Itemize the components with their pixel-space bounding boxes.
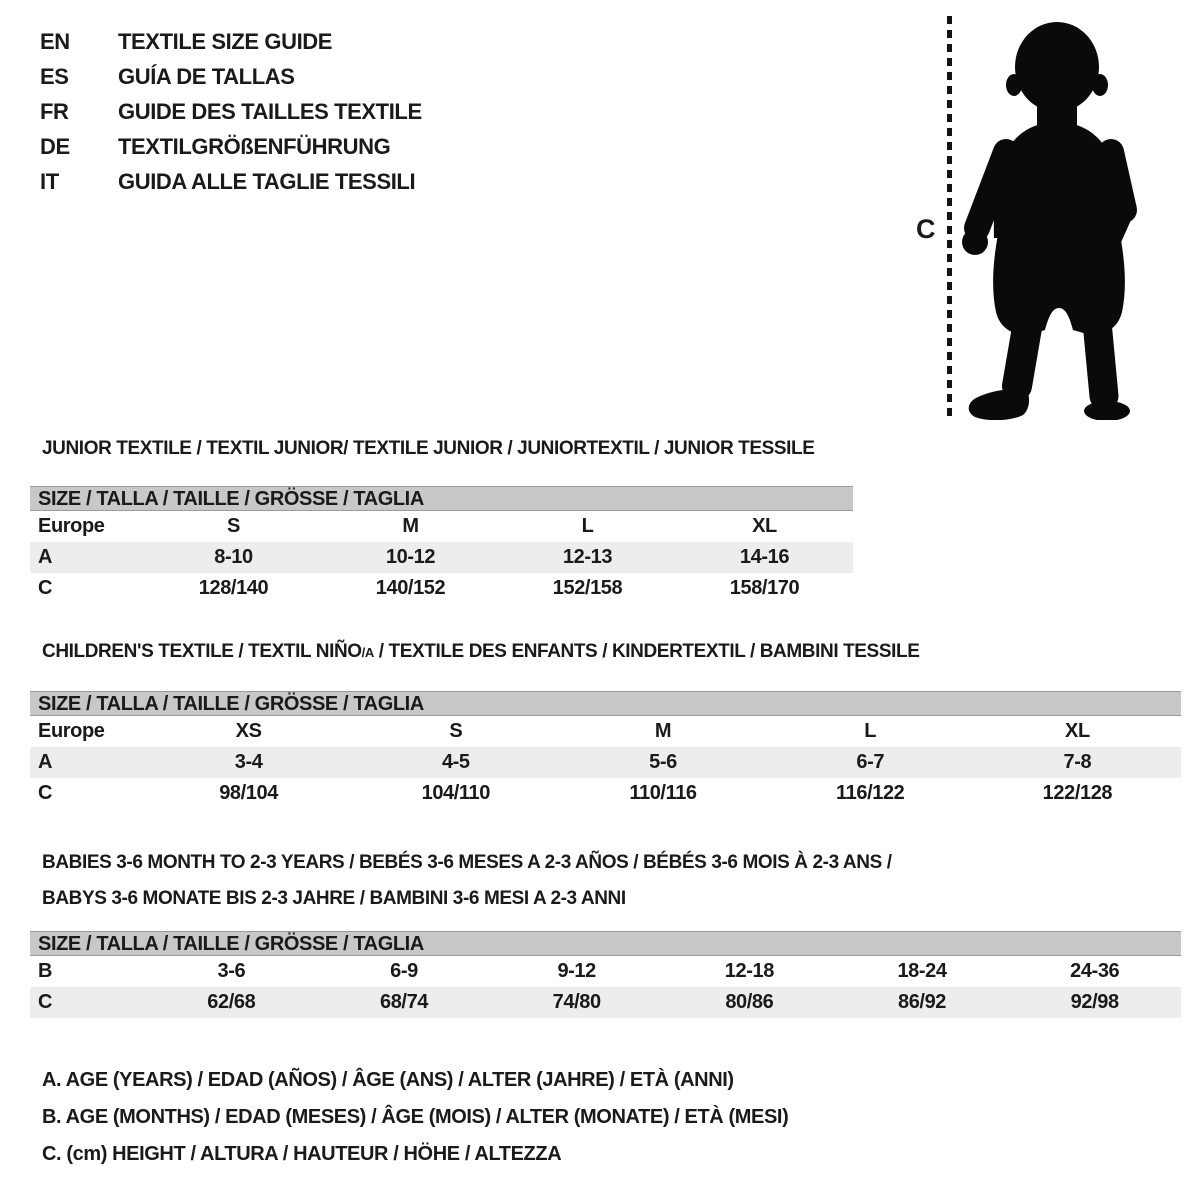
table-cell: S — [449, 720, 463, 742]
table-cell: S — [227, 515, 240, 537]
language-row — [40, 164, 422, 199]
table-cell: XS — [235, 720, 262, 742]
language-code: ES — [40, 64, 69, 89]
junior-table — [30, 486, 853, 604]
language-label: GUIDE DES TAILLES TEXTILE — [118, 99, 422, 124]
table-cell: XL — [1065, 720, 1090, 742]
language-title-list — [40, 24, 422, 199]
table-cell: 122/128 — [1042, 782, 1113, 804]
size-header-band: SIZE / TALLA / TAILLE / GRÖSSE / TAGLIA — [30, 691, 1181, 716]
table-cell: 9-12 — [557, 960, 596, 982]
table-cell: M — [402, 515, 419, 537]
table-cell: 80/86 — [725, 991, 774, 1013]
table-row — [30, 747, 1181, 778]
table-row — [30, 716, 1181, 747]
language-label: GUIDA ALLE TAGLIE TESSILI — [118, 169, 416, 194]
table-cell: 24-36 — [1070, 960, 1120, 982]
junior-section-title: JUNIOR TEXTILE / TEXTIL JUNIOR/ TEXTILE JUNIOR / JUNIORTEXTIL / JUNIOR TESSILE — [42, 438, 815, 459]
table-cell: 128/140 — [198, 577, 269, 599]
table-cell: 6-9 — [390, 960, 418, 982]
junior-section — [30, 437, 853, 604]
table-cell: L — [864, 720, 877, 742]
babies-table — [30, 931, 1181, 1018]
toddler-silhouette-icon — [960, 20, 1140, 420]
table-cell: 3-6 — [217, 960, 246, 982]
legend-line-c: C. (cm) HEIGHT / ALTURA / HAUTEUR / HÖHE / ALTEZZA — [42, 1143, 562, 1165]
table-cell: 86/92 — [897, 991, 947, 1013]
language-row — [40, 24, 422, 59]
row-label: C — [38, 782, 53, 804]
language-label: TEXTILGRÖßENFÜHRUNG — [118, 134, 391, 159]
row-label: C — [38, 991, 53, 1013]
table-row — [30, 542, 853, 573]
size-header-band: SIZE / TALLA / TAILLE / GRÖSSE / TAGLIA — [30, 931, 1181, 956]
language-code: FR — [40, 99, 69, 124]
children-table — [30, 691, 1181, 809]
language-label: TEXTILE SIZE GUIDE — [118, 29, 333, 54]
table-cell: 62/68 — [207, 991, 256, 1013]
row-label: A — [38, 546, 53, 568]
language-row — [40, 129, 422, 164]
table-cell: 10-12 — [385, 546, 436, 568]
table-cell: 3-4 — [234, 751, 263, 773]
table-cell: 98/104 — [219, 782, 278, 804]
table-cell: L — [581, 515, 594, 537]
table-cell: 140/152 — [375, 577, 446, 599]
table-cell: 18-24 — [897, 960, 947, 982]
table-cell: 110/116 — [629, 782, 697, 804]
babies-section-title — [30, 845, 1181, 917]
measurement-legend — [42, 1062, 788, 1173]
table-cell: XL — [752, 515, 777, 537]
row-label: B — [38, 960, 53, 982]
table-row — [30, 987, 1181, 1018]
size-header-band: SIZE / TALLA / TAILLE / GRÖSSE / TAGLIA — [30, 486, 853, 511]
table-cell: 5-6 — [649, 751, 677, 773]
language-code: DE — [40, 134, 70, 159]
children-section — [30, 640, 1181, 809]
table-cell: 74/80 — [552, 991, 601, 1013]
babies-title-line2: BABYS 3-6 MONATE BIS 2-3 JAHRE / BAMBINI 3-6 MESI A 2-3 ANNI — [42, 888, 626, 909]
language-row — [40, 59, 422, 94]
row-label: Europe — [38, 515, 105, 537]
height-measure-label: C — [916, 214, 936, 244]
language-row — [40, 94, 422, 129]
babies-title-line1: BABIES 3-6 MONTH TO 2-3 YEARS / BEBÉS 3-6 MESES A 2-3 AÑOS / BÉBÉS 3-6 MOIS À 2-3 ANS / — [42, 852, 892, 873]
height-dashed-line — [947, 16, 952, 418]
table-cell: 6-7 — [856, 751, 885, 773]
table-cell: 8-10 — [214, 546, 253, 568]
legend-line-a: A. AGE (YEARS) / EDAD (AÑOS) / ÂGE (ANS) / ALTER (JAHRE) / ETÀ (ANNI) — [42, 1069, 734, 1091]
children-title-suffix: /A — [361, 645, 374, 660]
table-cell: 12-13 — [562, 546, 613, 568]
table-cell: M — [654, 720, 672, 742]
table-row — [30, 573, 853, 604]
table-row — [30, 956, 1181, 987]
legend-line-b: B. AGE (MONTHS) / EDAD (MESES) / ÂGE (MOIS) / ALTER (MONATE) / ETÀ (MESI) — [42, 1106, 789, 1128]
language-code: IT — [40, 169, 59, 194]
table-row — [30, 778, 1181, 809]
table-cell: 68/74 — [379, 991, 429, 1013]
row-label: C — [38, 577, 53, 599]
table-cell: 158/170 — [729, 577, 800, 599]
language-label: GUÍA DE TALLAS — [118, 64, 295, 89]
language-code: EN — [40, 29, 70, 54]
table-cell: 4-5 — [441, 751, 470, 773]
table-cell: 104/110 — [421, 782, 490, 804]
table-cell: 14-16 — [739, 546, 790, 568]
table-cell: 12-18 — [724, 960, 774, 982]
children-section-title: CHILDREN'S TEXTILE / TEXTIL NIÑO/A / TEXTILE DES ENFANTS / KINDERTEXTIL / BAMBINI TESSILE — [42, 641, 920, 662]
row-label: A — [38, 751, 53, 773]
table-cell: 92/98 — [1070, 991, 1119, 1013]
table-cell: 152/158 — [552, 577, 623, 599]
row-label: Europe — [38, 720, 105, 742]
table-row — [30, 511, 853, 542]
babies-section — [30, 845, 1181, 1018]
table-cell: 116/122 — [836, 782, 905, 804]
table-cell: 7-8 — [1063, 751, 1092, 773]
